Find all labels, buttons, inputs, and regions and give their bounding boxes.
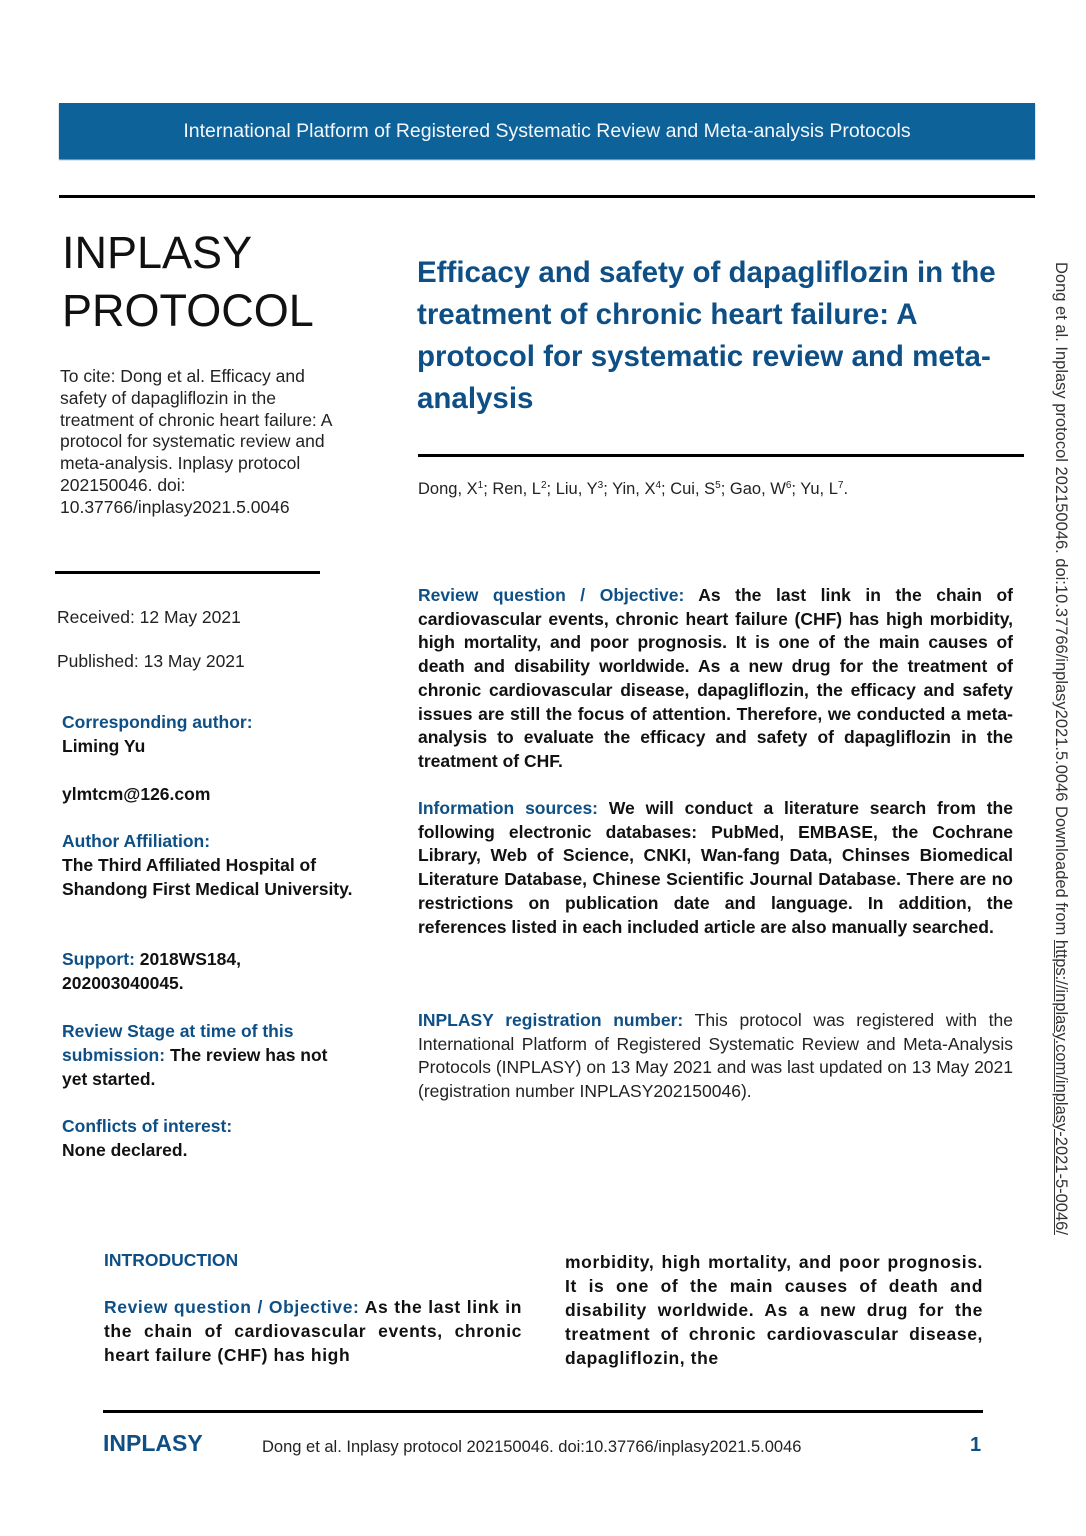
introduction-left-column [104,1295,522,1367]
registration-label: INPLASY registration number: [418,1010,684,1030]
divider-top [59,195,1035,198]
intro-left-text: As the last link in the chain of cardiovascular events, chronic heart failure (CHF) has high [104,1297,522,1365]
affiliation-label: Author Affiliation: [62,831,211,851]
review-question-section [418,584,1013,774]
footer-citation: Dong et al. Inplasy protocol 202150046. doi:10.37766/inplasy2021.5.0046 [262,1438,802,1456]
review-question-label: Review question / Objective: [418,585,685,605]
review-stage-value: The review has not yet started. [62,1044,328,1089]
intro-right-text: morbidity, high mortality, and poor prognosis. It is one of the main causes of death and disability worldwide. As a new drug for the treatment of chronic cardiovascular disease, dapagliflozin, the [565,1252,983,1368]
review-stage-block [62,1020,342,1091]
divider-footer [103,1410,983,1413]
received-date: Received: 12 May 2021 [57,607,241,627]
footer-brand: INPLASY [103,1430,203,1456]
author: Cui, $S^5$; [670,480,730,498]
author: Liu, $Y^3$; [555,480,613,498]
divider-title [418,454,1024,457]
author: Ren, $L^2$; [492,480,556,498]
registration-section [418,1009,1013,1104]
corresponding-author-block [62,711,362,806]
banner-text: International Platform of Registered Systematic Review and Meta-analysis Protocols [183,119,911,142]
information-sources-label: Information sources: [418,798,599,818]
conflicts-block [62,1115,362,1163]
author: Yu, $L^7$. [800,480,849,498]
corresponding-author-label: Corresponding author: [62,712,253,732]
introduction-heading: INTRODUCTION [104,1250,239,1270]
review-stage-label: Review Stage at time of this submission: [62,1021,294,1065]
side-download-note [1051,262,1070,1362]
corresponding-author-email[interactable]: ylmtcm@126.com [62,783,211,804]
support-label: Support: [62,949,135,969]
divider-left [55,571,320,574]
affiliation-block [62,830,362,901]
conflicts-label: Conflicts of interest: [62,1116,233,1136]
author: Dong, $X^1$; [418,480,493,498]
author-list [418,480,848,499]
conflicts-value: None declared. [62,1139,188,1160]
published-date: Published: 13 May 2021 [57,651,245,671]
information-sources-section [418,797,1013,939]
heading-line-1: INPLASY [62,227,253,278]
citation-text: To cite: Dong et al. Efficacy and safety of dapagliflozin in the treatment of chronic heart failure: A protocol for systematic review and meta-analysis. Inplasy protocol 202150046. doi: 10.37766/inplasy2021.5.0046 [60,366,332,517]
paper-title: Efficacy and safety of dapagliflozin in the treatment of chronic heart failure: A protocol for systematic review and meta-analysis [417,256,996,415]
author: Gao, $W^6$; [729,480,801,498]
intro-review-question-label: Review question / Objective: [104,1297,360,1317]
side-note-text: Dong et al. Inplasy protocol 202150046. doi:10.37766/inplasy2021.5.0046 Downloaded from [1052,262,1070,940]
protocol-heading [62,224,314,340]
author: Yin, $X^4$; [612,480,671,498]
heading-line-2: PROTOCOL [62,285,314,336]
corresponding-author-name: Liming Yu [62,735,146,756]
support-value: 2018WS184, 202003040045. [62,949,241,993]
introduction-right-column [565,1250,983,1370]
page-number: 1 [970,1434,982,1456]
review-question-text: As the last link in the chain of cardiovascular events, chronic heart failure (CHF) has high morbidity, high mortality, and poor prognosis. It is one of the main causes of death and disability worldwide. As a new drug for the treatment of chronic cardiovascular disease, dapagliflozin, the efficacy and safety issues are still the focus of attention. Therefore, we conducted a meta-analysis to evaluate the efficacy and safety of dapagliflozin in the treatment of CHF. [418,585,1014,771]
registration-text: This protocol was registered with the International Platform of Registered Systematic Review and Meta-Analysis Protocols (INPLASY) on 13 May 2021 and was last updated on 13 May 2021 (registration number INPLASY202150046). [418,1010,1013,1102]
affiliation-value: The Third Affiliated Hospital of Shandong First Medical University. [62,854,353,899]
platform-banner [59,103,1035,159]
information-sources-text: We will conduct a literature search from the following electronic databases: PubMed, EMBASE, the Cochrane Library, Web of Science, CNKI, Wan-fang Data, Chinses Biomedical Literature Database, Chinese Scientific Journal Database. There are no restrictions on publication date and language. In addition, the references listed in each included article are also manually searched. [418,798,1013,937]
download-link[interactable]: https://inplasy.com/inplasy-2021-5-0046/ [1052,939,1070,1235]
support-block [62,948,292,996]
